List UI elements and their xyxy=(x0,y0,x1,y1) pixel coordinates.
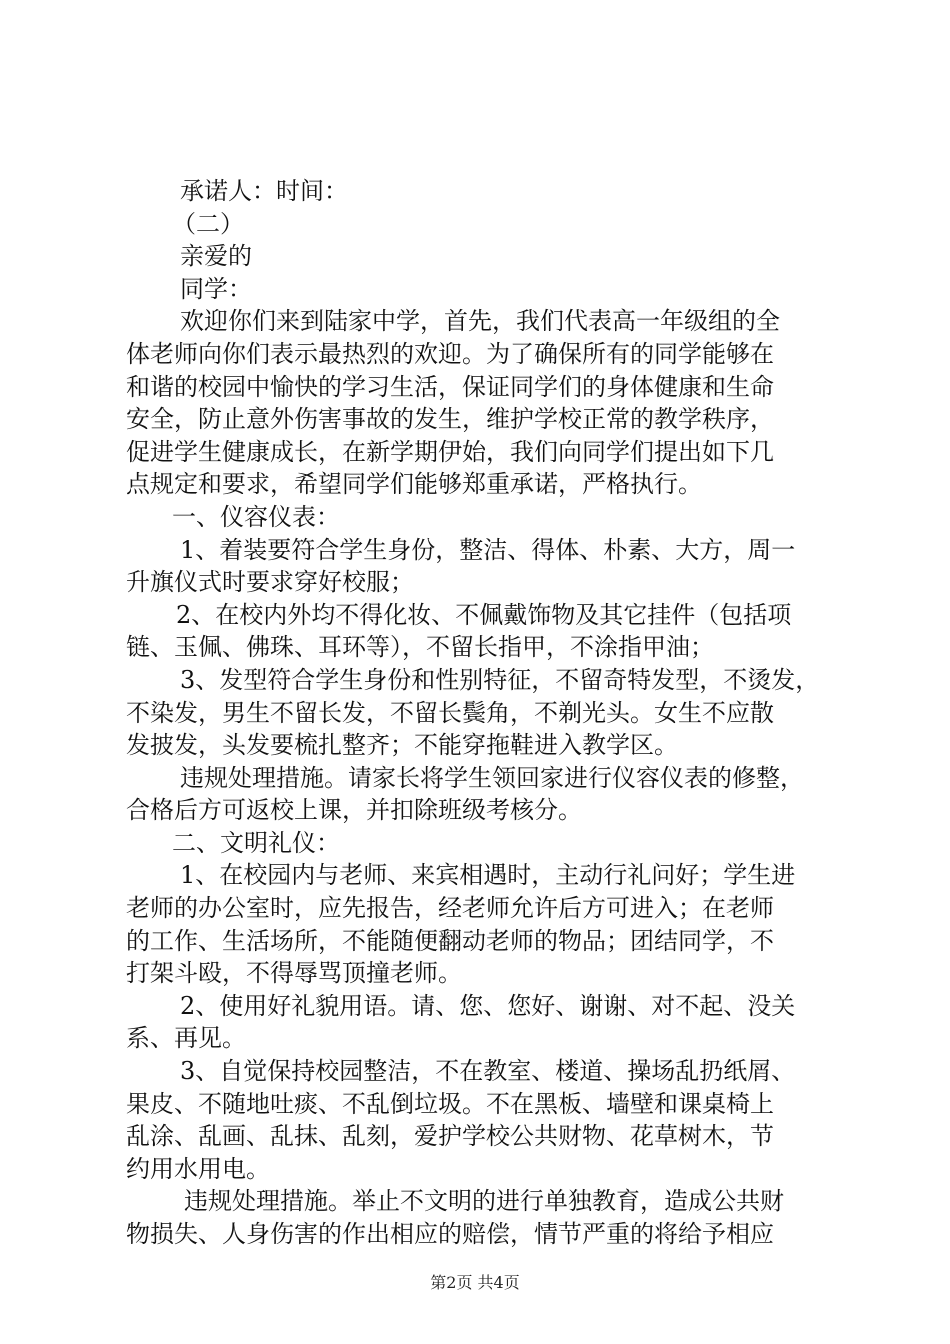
text-line: 安全，防止意外伤害事故的发生，维护学校正常的教学秩序， xyxy=(126,405,774,434)
text-line: 1、在校园内与老师、来宾相遇时，主动行礼问好；学生进 xyxy=(180,861,796,890)
text-line: 违规处理措施。举止不文明的进行单独教育，造成公共财 xyxy=(184,1187,784,1216)
page-footer: 第2页 共4页 xyxy=(430,1273,520,1292)
text-line: 合格后方可返校上课，并扣除班级考核分。 xyxy=(126,796,582,825)
text-line: （二） xyxy=(172,209,244,238)
text-line: 不染发，男生不留长发，不留长鬓角，不剃光头。女生不应散 xyxy=(126,698,774,727)
text-line: 升旗仪式时要求穿好校服； xyxy=(126,568,414,597)
text-line: 链、玉佩、佛珠、耳环等），不留长指甲，不涂指甲油； xyxy=(126,633,714,662)
text-line: 和谐的校园中愉快的学习生活，保证同学们的身体健康和生命 xyxy=(126,372,774,401)
document-body xyxy=(126,175,836,1251)
text-line: 老师的办公室时，应先报告，经老师允许后方可进入；在老师 xyxy=(126,894,774,923)
text-line: 二、文明礼仪： xyxy=(172,828,340,857)
text-line: 发披发，头发要梳扎整齐；不能穿拖鞋进入教学区。 xyxy=(126,731,678,760)
text-line: 打架斗殴，不得辱骂顶撞老师。 xyxy=(126,959,462,988)
text-line: 3、自觉保持校园整洁，不在教室、楼道、操场乱扔纸屑、 xyxy=(180,1057,796,1086)
text-line: 点规定和要求，希望同学们能够郑重承诺，严格执行。 xyxy=(126,470,702,499)
text-line: 一、仪容仪表： xyxy=(172,502,340,531)
text-line: 欢迎你们来到陆家中学，首先，我们代表高一年级组的全 xyxy=(180,307,780,336)
text-line: 违规处理措施。请家长将学生领回家进行仪容仪表的修整， xyxy=(180,763,804,792)
text-line: 促进学生健康成长，在新学期伊始，我们向同学们提出如下几 xyxy=(126,437,774,466)
text-line: 同学： xyxy=(180,274,252,303)
text-line: 承诺人：时间： xyxy=(180,177,348,205)
text-line: 物损失、人身伤害的作出相应的赔偿，情节严重的将给予相应 xyxy=(126,1220,774,1248)
text-line: 3、发型符合学生身份和性别特征，不留奇特发型，不烫发， xyxy=(180,665,820,694)
text-line: 2、在校内外均不得化妆、不佩戴饰物及其它挂件（包括项 xyxy=(176,600,792,629)
text-line: 2、使用好礼貌用语。请、您、您好、谢谢、对不起、没关 xyxy=(180,991,796,1020)
text-line: 果皮、不随地吐痰、不乱倒垃圾。不在黑板、墙壁和课桌椅上 xyxy=(126,1089,774,1118)
text-line: 亲爱的 xyxy=(180,242,252,271)
text-line: 乱涂、乱画、乱抹、乱刻，爱护学校公共财物、花草树木，节 xyxy=(126,1122,774,1151)
text-line: 1、着装要符合学生身份，整洁、得体、朴素、大方，周一 xyxy=(180,535,796,564)
text-line: 系、再见。 xyxy=(126,1024,246,1053)
text-line: 的工作、生活场所，不能随便翻动老师的物品；团结同学，不 xyxy=(126,926,774,955)
text-line: 约用水用电。 xyxy=(126,1154,270,1183)
text-line: 体老师向你们表示最热烈的欢迎。为了确保所有的同学能够在 xyxy=(126,339,774,368)
